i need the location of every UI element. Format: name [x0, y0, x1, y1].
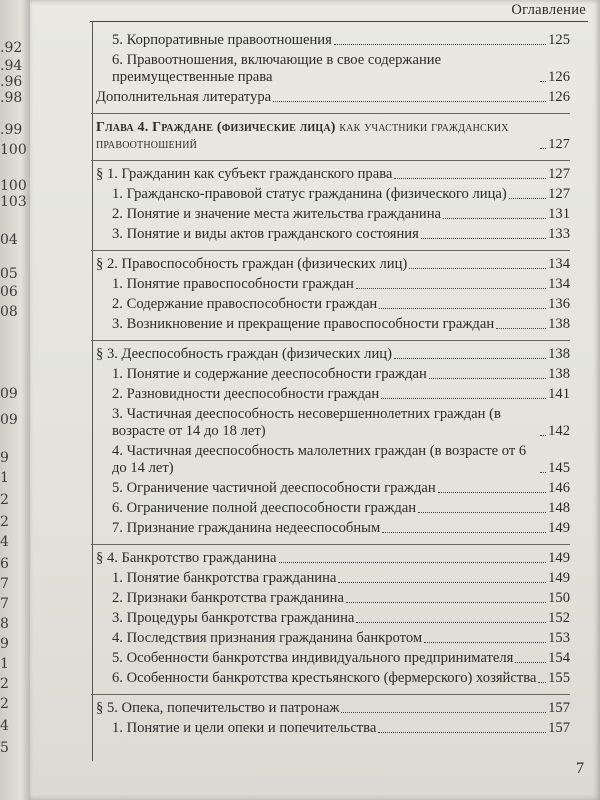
toc-entry — [92, 630, 570, 650]
prev-page-number: 100 — [0, 142, 27, 158]
leader-dots — [279, 562, 547, 563]
prev-page-number: 103 — [0, 194, 27, 210]
toc-entry-label: 1. Понятие правоспособности граждан — [112, 276, 354, 292]
separator-rule — [91, 113, 570, 114]
section-heading — [92, 550, 570, 570]
toc-entry — [92, 206, 570, 226]
toc-entry — [92, 226, 570, 246]
toc-entry-page: 125 — [548, 32, 570, 48]
toc-entry-label: 1. Понятие и цели опеки и попечительства — [112, 720, 377, 736]
toc-entry-label: § 3. Дееспособность граждан (физических лиц) — [96, 346, 392, 362]
toc-entry-page: 126 — [548, 89, 570, 105]
toc-entry — [92, 610, 570, 630]
prev-page-number: 5 — [0, 740, 9, 756]
prev-page-number: 7 — [0, 576, 9, 592]
toc-entry-label: 5. Особенности банкротства индивидуального предпринимателя — [112, 650, 514, 666]
toc-entry-label: 2. Содержание правоспособности граждан — [112, 296, 378, 312]
toc-entry — [92, 480, 570, 500]
toc-entry-page: 127 — [548, 186, 570, 202]
toc-entry-label: 3. Возникновение и прекращение правоспособности граждан — [112, 316, 495, 332]
leader-dots — [540, 148, 546, 149]
leader-dots — [341, 712, 546, 713]
prev-page-number: 100 — [0, 178, 27, 194]
toc-entry-page: 131 — [548, 206, 570, 222]
prev-page-number: 2 — [0, 676, 9, 692]
toc-entry-page: 157 — [548, 700, 570, 716]
toc-entry-label: 1. Гражданско-правовой статус гражданина (физического лица) — [112, 186, 507, 202]
toc-entry-label: 2. Признаки банкротства гражданина — [112, 590, 344, 606]
leader-dots — [421, 238, 546, 239]
toc-entry — [92, 500, 570, 520]
toc-entry-page: 141 — [548, 386, 570, 402]
leader-dots — [381, 398, 546, 399]
prev-page-number: 1 — [0, 470, 9, 486]
toc-entry-page: 152 — [548, 610, 570, 626]
toc-entry-label: § 2. Правоспособность граждан (физических лиц) — [96, 256, 408, 272]
toc-entry-label: 3. Процедуры банкротства гражданина — [112, 610, 355, 626]
toc-entry-page: 127 — [548, 166, 570, 182]
chapter-heading — [92, 119, 570, 156]
toc-entry-page: 153 — [548, 630, 570, 646]
leader-dots — [496, 328, 546, 329]
leader-dots — [334, 44, 546, 45]
toc-entry-label: 6. Ограничение полной дееспособности граждан — [112, 500, 417, 516]
toc-entry-page: 149 — [548, 550, 570, 566]
toc-entry-page: 138 — [548, 346, 570, 362]
toc-entry-page: 145 — [548, 460, 570, 476]
leader-dots — [429, 378, 546, 379]
toc-entry — [92, 32, 570, 52]
chapter-subtitle: как участники гражданских правоотношений — [96, 120, 509, 152]
toc-entry-page: 134 — [548, 256, 570, 272]
leader-dots — [346, 602, 546, 603]
toc-entry-page: 155 — [548, 670, 570, 686]
toc-entry-label: Дополнительная литература — [96, 89, 272, 105]
leader-dots — [382, 532, 546, 533]
leader-dots — [273, 101, 546, 102]
leader-dots — [443, 218, 546, 219]
toc-entry-page: 154 — [548, 650, 570, 666]
prev-page-number: 6 — [0, 556, 9, 572]
page-number: 7 — [576, 760, 584, 777]
leader-dots — [356, 622, 546, 623]
toc-entry-page: 157 — [548, 720, 570, 736]
separator-rule — [91, 250, 570, 251]
separator-rule — [91, 160, 570, 161]
toc-entry-page: 136 — [548, 296, 570, 312]
toc-entry — [92, 520, 570, 540]
toc-entry — [92, 670, 570, 690]
leader-dots — [540, 435, 546, 436]
prev-page-number: 05 — [0, 266, 18, 282]
toc-entry-page: 149 — [548, 520, 570, 536]
toc-entry-label: 3. Понятие и виды актов гражданского состояния — [112, 226, 419, 242]
toc-entry-page: 138 — [548, 366, 570, 382]
toc-entry-page: 146 — [548, 480, 570, 496]
toc-entry-page: 138 — [548, 316, 570, 332]
prev-page-number: 4 — [0, 718, 9, 734]
leader-dots — [515, 662, 546, 663]
toc-entry-page: 149 — [548, 570, 570, 586]
table-of-contents — [92, 32, 570, 740]
prev-page-number: 2 — [0, 696, 9, 712]
prev-page-number: .96 — [0, 74, 23, 90]
section-heading — [92, 346, 570, 366]
leader-dots — [424, 642, 546, 643]
toc-entry — [92, 316, 570, 336]
toc-entry — [92, 186, 570, 206]
leader-dots — [338, 582, 546, 583]
toc-entry — [92, 366, 570, 386]
toc-entry — [92, 570, 570, 590]
prev-page-number: 09 — [0, 412, 18, 428]
leader-dots — [356, 288, 546, 289]
chapter-page: 127 — [548, 137, 570, 152]
prev-page-number: .92 — [0, 40, 23, 56]
leader-dots — [409, 268, 546, 269]
toc-entry — [92, 650, 570, 670]
leader-dots — [379, 308, 546, 309]
running-head: Оглавление — [511, 2, 586, 18]
toc-entry-label: § 5. Опека, попечительство и патронаж — [96, 700, 340, 716]
toc-entry-label: 6. Правоотношения, включающие в свое содержание преимущественные права — [112, 52, 442, 85]
book-page — [30, 0, 600, 800]
toc-entry-label: § 4. Банкротство гражданина — [96, 550, 277, 566]
toc-entry-label: 2. Разновидности дееспособности граждан — [112, 386, 380, 402]
toc-entry-label: 4. Частичная дееспособность малолетних граждан (в возрасте от 6 до 14 лет) — [112, 443, 527, 476]
toc-entry — [92, 590, 570, 610]
toc-entry-page: 133 — [548, 226, 570, 242]
section-heading — [92, 700, 570, 720]
prev-page-number: 06 — [0, 284, 18, 300]
prev-page-number: .98 — [0, 90, 23, 106]
previous-page-edge — [0, 0, 30, 800]
toc-entry — [92, 386, 570, 406]
leader-dots — [540, 472, 546, 473]
toc-entry-label: 6. Особенности банкротства крестьянского (фермерского) хозяйства — [112, 670, 537, 686]
prev-page-number: 9 — [0, 450, 9, 466]
leader-dots — [538, 682, 546, 683]
prev-page-number: .94 — [0, 58, 23, 74]
prev-page-number: 9 — [0, 636, 9, 652]
sections-list — [92, 166, 570, 740]
toc-entry — [92, 443, 570, 480]
toc-entry-page: 148 — [548, 500, 570, 516]
separator-rule — [91, 694, 570, 695]
prev-page-number: 04 — [0, 232, 18, 248]
toc-entry-label: 3. Частичная дееспособность несовершеннолетних граждан (в возрасте от 14 до 18 лет) — [112, 406, 501, 439]
toc-entry — [92, 296, 570, 316]
leader-dots — [394, 358, 546, 359]
leader-dots — [509, 198, 546, 199]
section-heading — [92, 256, 570, 276]
toc-entry-label: 5. Ограничение частичной дееспособности граждан — [112, 480, 436, 496]
toc-entry-label: 2. Понятие и значение места жительства гражданина — [112, 206, 442, 222]
toc-entry-additional-literature — [92, 89, 570, 109]
section-heading — [92, 166, 570, 186]
toc-entry-page: 126 — [548, 69, 570, 85]
toc-entry — [92, 720, 570, 740]
leader-dots — [438, 492, 546, 493]
separator-rule — [91, 544, 570, 545]
prev-page-number: 09 — [0, 386, 18, 402]
separator-rule — [91, 340, 570, 341]
toc-entry-label: 1. Понятие банкротства гражданина — [112, 570, 337, 586]
toc-entry-label: § 1. Гражданин как субъект гражданского права — [96, 166, 393, 182]
prev-page-number: 4 — [0, 534, 9, 550]
prev-page-number: 8 — [0, 616, 9, 632]
header-rule — [90, 21, 588, 22]
toc-entry-label: 7. Признание гражданина недееспособным — [112, 520, 381, 536]
prev-page-number: .99 — [0, 122, 23, 138]
chapter-title: Глава 4. Граждане (физические лица) — [96, 120, 336, 135]
prev-page-number: 7 — [0, 596, 9, 612]
toc-entry-page: 134 — [548, 276, 570, 292]
toc-entry-label: 1. Понятие и содержание дееспособности граждан — [112, 366, 427, 382]
leader-dots — [378, 732, 546, 733]
toc-entry-page: 150 — [548, 590, 570, 606]
prev-page-number: 2 — [0, 514, 9, 530]
leader-dots — [418, 512, 546, 513]
prev-page-number: 08 — [0, 304, 18, 320]
prev-page-number: 2 — [0, 492, 9, 508]
toc-entry-label: 5. Корпоративные правоотношения — [112, 32, 332, 48]
toc-entry-page: 142 — [548, 423, 570, 439]
prev-page-number: 1 — [0, 656, 9, 672]
toc-entry — [92, 276, 570, 296]
leader-dots — [394, 178, 546, 179]
leader-dots — [540, 81, 546, 82]
toc-entry — [92, 406, 570, 443]
toc-entry — [92, 52, 570, 89]
toc-entry-label: 4. Последствия признания гражданина банкротом — [112, 630, 423, 646]
